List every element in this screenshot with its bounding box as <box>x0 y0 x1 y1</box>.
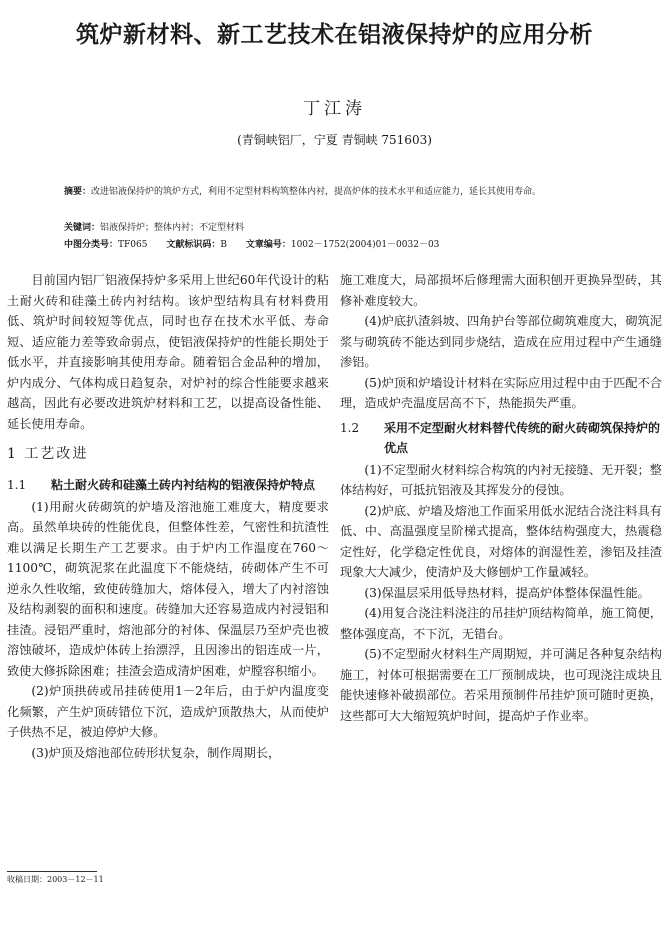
abstract-label: 摘要： <box>64 187 92 197</box>
body-paragraph: (1)不定型耐火材料综合构筑的内衬无接缝、无开裂；整体结构好，可抵抗铝液及其挥发分的侵蚀。 <box>340 462 662 497</box>
cls-value: TF065 <box>118 240 148 250</box>
body-paragraph: (3)保温层采用低导热材料，提高炉体整体保温性能。 <box>364 585 650 600</box>
body-paragraph: (4)炉底扒渣斜坡、四角护台等部位砌筑难度大，砌筑泥浆与砌筑砖不能达到同步烧结，造成在应用过程中产生通缝渗铝。 <box>340 314 662 369</box>
cls-label: 中图分类号： <box>64 240 119 250</box>
intro-paragraph: 目前国内铝厂铝液保持炉多采用上世纪60年代设计的粘土耐火砖和硅藻土砖内衬结构。该炉型结构具有材料费用低、筑炉时间较短等优点，同时也存在技术水平低、寿命短、适应能力差等致命弱点，使铝液保持炉的性能长期处于低水平，并直接影响其使用寿命。随着铝合金品种的增加，炉内成分、气体构成日趋复杂，对炉衬的综合性能要求越来越高，因此有必要改进筑炉材料和工艺，以提高设备性能、延长使用寿命。 <box>7 273 329 431</box>
body-paragraph: (2)炉底、炉墙及熔池工作面采用低水泥结合浇注料具有低、中、高温强度呈阶梯式提高，整体结构强度大，热震稳定性好，化学稳定性优良，对熔体的润湿性差，渗铝及挂渣现象大大减少，使清炉及大修刨炉工作量减轻。 <box>340 503 662 579</box>
received-date-footnote: 收稿日期：2003－12－11 <box>7 875 104 884</box>
abstract-text: 改进铝液保持炉的筑炉方式，利用不定型材料构筑整体内衬，提高炉体的技术水平和适应能力，延长其使用寿命。 <box>91 187 542 197</box>
body-paragraph: 施工难度大，局部损坏后修理需大面积刨开更换异型砖，其修补难度较大。 <box>340 273 662 308</box>
body-paragraph: (2)炉顶拱砖或吊挂砖使用1－2年后，由于炉内温度变化频繁，产生炉顶砖错位下沉，造成炉顶散热大，从而使炉子供热不足，被迫停炉大修。 <box>7 684 329 739</box>
body-paragraph: (3)炉顶及熔池部位砖形状复杂，制作周期长， <box>31 745 281 760</box>
classification-line <box>64 238 624 252</box>
subsection-number: 1.2 <box>340 420 360 435</box>
footnote-rule <box>7 871 97 872</box>
author-affiliation: (青铜峡铝厂，宁夏 青铜峡 751603) <box>237 133 432 147</box>
section-heading-1: 1 工艺改进 <box>7 446 89 462</box>
left-column <box>7 270 329 763</box>
subsection-heading-1-1 <box>7 475 329 495</box>
author-name: 丁江涛 <box>303 99 366 119</box>
keywords <box>64 221 624 235</box>
body-paragraph: (5)炉顶和炉墙设计材料在实际应用过程中由于匹配不合理，造成炉壳温度居高不下，热能损失严重。 <box>340 375 662 410</box>
paper-title: 筑炉新材料、新工艺技术在铝液保持炉的应用分析 <box>76 22 593 48</box>
doc-code-value: B <box>220 240 227 250</box>
doc-code-label: 文献标识码： <box>166 240 221 250</box>
subsection-title: 粘土耐火砖和硅藻土砖内衬结构的铝液保持炉特点 <box>51 477 316 492</box>
subsection-heading-1-2 <box>340 418 662 458</box>
article-number-value: 1002－1752(2004)01－0032－03 <box>290 240 440 250</box>
right-column <box>340 270 662 726</box>
keywords-label: 关键词： <box>64 223 101 233</box>
abstract <box>64 185 624 199</box>
body-paragraph: (4)用复合浇注料浇注的吊挂炉顶结构简单，施工简便，整体强度高，不下沉，无错台。 <box>340 606 662 641</box>
body-paragraph: (5)不定型耐火材料生产周期短，并可满足各种复杂结构施工，衬体可根据需要在工厂预制成块，也可现浇注成块且能快速修补破损部位。若采用预制件吊挂炉顶可随时更换，这些都可大大缩短筑炉时间，提高炉子作业率。 <box>340 647 662 723</box>
article-number-label: 文章编号： <box>245 240 291 250</box>
body-paragraph: (1)用耐火砖砌筑的炉墙及溶池施工难度大，精度要求高。虽然单块砖的性能优良，但整体性差，气密性和抗渣性难以满足长期生产工艺要求。由于炉内工作温度在760～1100℃，砌筑泥浆在此温度下不能烧结，砖砌体产生不可逆永久性收缩，致使砖缝加大，熔体侵入，增大了内衬溶蚀及结构剥裂的面积和速度。砖缝加大还容易造成内衬浸铝和挂渣。浸铝严重时，熔池部分的衬体、保温层乃至炉壳也被溶蚀破坏，造成炉体砖上抬漂浮，且因渗出的铝连成一片，致使大修拆除困难；挂渣会造成清炉困难，炉膛容积缩小。 <box>7 499 329 678</box>
subsection-number: 1.1 <box>7 477 27 492</box>
subsection-title: 采用不定型耐火材料替代传统的耐火砖砌筑保持炉的优点 <box>384 420 661 455</box>
keywords-text: 铝液保持炉；整体内衬；不定型材料 <box>100 223 245 233</box>
